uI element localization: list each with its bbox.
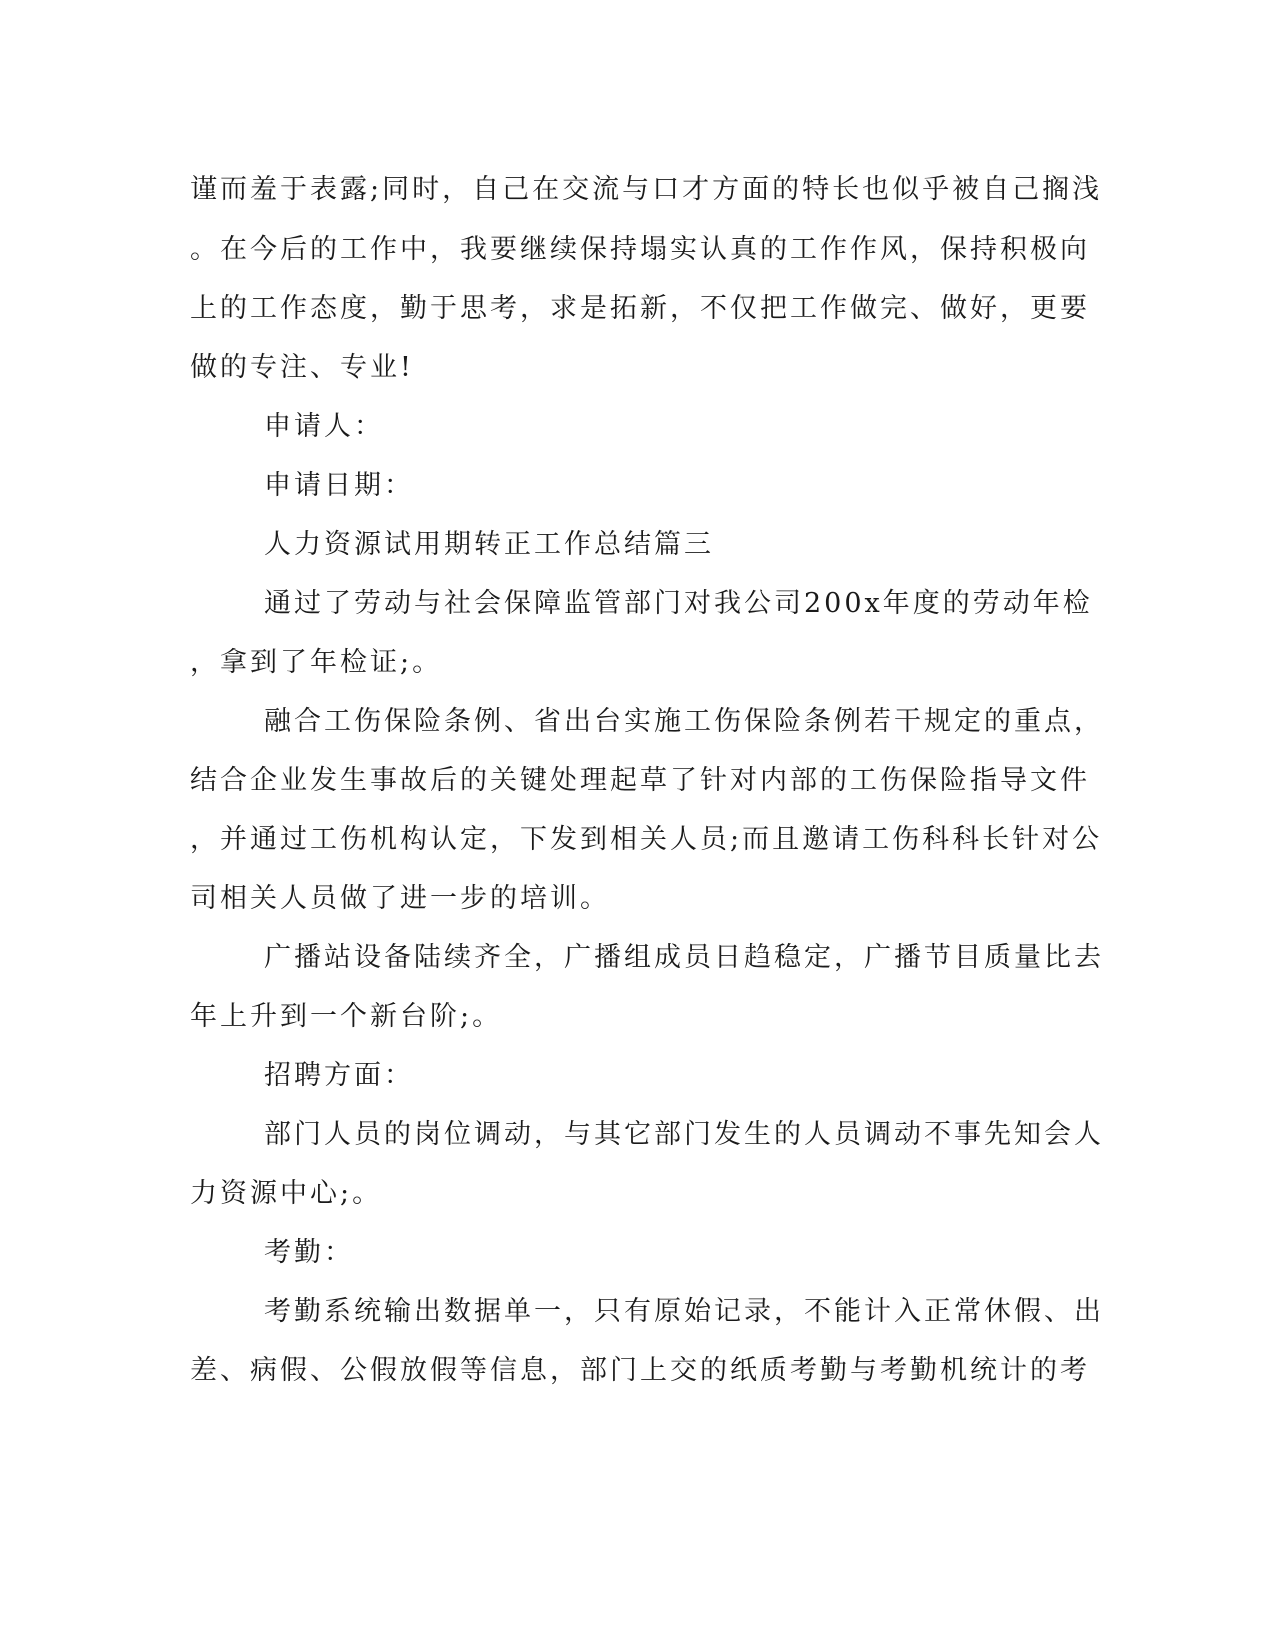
applicant-label: 申请人： (264, 411, 384, 442)
text-line: 结合企业发生事故后的关键处理起草了针对内部的工伤保险指导文件 (190, 765, 1090, 796)
text-line: 融合工伤保险条例、省出台实施工伤保险条例若干规定的重点， (264, 706, 1104, 737)
recruitment-heading: 招聘方面： (264, 1060, 414, 1091)
text-line: ，拿到了年检证;。 (190, 647, 443, 678)
application-date-label: 申请日期： (264, 470, 414, 501)
text-line: 力资源中心;。 (190, 1178, 383, 1209)
text-line: 通过了劳动与社会保障监管部门对我公司200x年度的劳动年检 (264, 588, 1093, 619)
attendance-heading: 考勤： (264, 1237, 354, 1268)
text-line: 司相关人员做了进一步的培训。 (190, 883, 610, 914)
section-heading: 人力资源试用期转正工作总结篇三 (264, 529, 714, 560)
text-line: 上的工作态度，勤于思考，求是拓新，不仅把工作做完、做好，更要 (190, 293, 1090, 324)
text-line: 部门人员的岗位调动，与其它部门发生的人员调动不事先知会人 (264, 1119, 1104, 1150)
text-line: ，并通过工伤机构认定，下发到相关人员;而且邀请工伤科科长针对公 (190, 824, 1103, 855)
text-line: 谨而羞于表露;同时，自己在交流与口才方面的特长也似乎被自己搁浅 (190, 174, 1103, 205)
text-line: 做的专注、专业! (190, 352, 414, 383)
text-line: 差、病假、公假放假等信息，部门上交的纸质考勤与考勤机统计的考 (190, 1355, 1090, 1386)
text-line: 。在今后的工作中，我要继续保持塌实认真的工作作风，保持积极向 (190, 234, 1090, 265)
text-line: 考勤系统输出数据单一，只有原始记录，不能计入正常休假、出 (264, 1296, 1104, 1327)
text-line: 广播站设备陆续齐全，广播组成员日趋稳定，广播节目质量比去 (264, 942, 1104, 973)
text-line: 年上升到一个新台阶;。 (190, 1001, 503, 1032)
